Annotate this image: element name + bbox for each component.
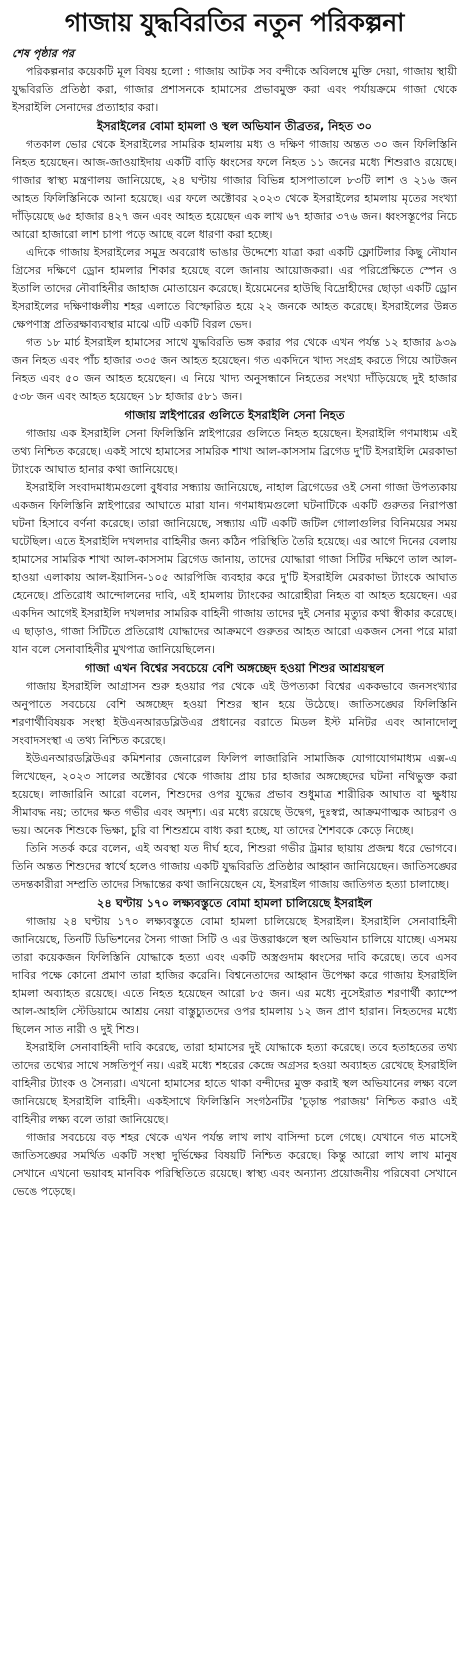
section-bombing — [12, 117, 457, 406]
article-paragraph: গাজায় এক ইসরাইলি সেনা ফিলিস্তিনি স্নাইপারের গুলিতে নিহত হয়েছেন। ইসরাইলি গণমাধ্যম এই তথ্য নিশ্চিত করেছে। একই সাথে হামাসের সামরিক শাখা আল-কাসসাম ব্রিগেড দু'টি ইসরাইলি মেরকাভা ট্যাংকে আঘাত হানার কথা জানিয়েছে। — [12, 427, 457, 476]
section-heading: গাজায় স্নাইপারের গুলিতে ইসরাইলি সেনা নিহত — [124, 408, 345, 422]
section-sniper — [12, 406, 457, 659]
article-paragraph: গাজার সবচেয়ে বড় শহর থেকে এখন পর্যন্ত লাখ লাখ বাসিন্দা চলে গেছে। যেখানে গত মাসেই জাতিসঙ্ঘের সমর্থিত একটি সংস্থা দুর্ভিক্ষের বিষয়টি নিশ্চিত করেছে। কিন্তু আরো লাখ লাখ মানুষ সেখানে এখনো ভয়াবহ মানবিক পরিস্থিতিতে রয়েছে। স্বাস্থ্য এবং অন্যান্য প্রয়োজনীয় পরিষেবা সেখানে ভেঙে পড়েছে। — [12, 1131, 457, 1198]
article-paragraph: তিনি সতর্ক করে বলেন, এই অবস্থা যত দীর্ঘ হবে, শিশুরা গভীর ট্রমার ছায়ায় প্রজন্ম ধরে ভোগবে। তিনি অন্তত শিশুদের স্বার্থে হলেও গাজায় একটি যুদ্ধবিরতি প্রতিষ্ঠার আহ্বান জানিয়েছেন। জাতিসঙ্ঘের তদন্তকারীরা সম্প্রতি তাদের সিদ্ধান্তের কথা জানিয়েছেন যে, ইসরাইল গাজায় জাতিগত হত্যা চালাচ্ছে। — [12, 842, 457, 891]
article-paragraph: এদিকে গাজায় ইসরাইলের সমুদ্র অবরোধ ভাঙার উদ্দেশ্যে যাত্রা করা একটি ফ্লোটিলার কিছু নৌযান গ্রিসের দক্ষিণে ড্রোন হামলার শিকার হয়েছে বলে জানায় আয়োজকরা। এর পরিপ্রেক্ষিতে স্পেন ও ইতালি তাদের নৌবাহিনীর জাহাজ মোতায়েন করেছে। ইয়েমেনের হাউছি বিদ্রোহীদের ছোড়া একটি ড্রোন ইসরাইলের দক্ষিণাঞ্চলীয় শহর এলাতে বিস্ফোরিত হয়ে ২২ জনকে আহত করেছে। ইসরাইলের উন্নত ক্ষেপণাস্ত্র প্রতিরক্ষাব্যবস্থার মাঝে এটি একটি বিরল ভেদ। — [12, 246, 457, 331]
article-paragraph: গাজায় ২৪ ঘণ্টায় ১৭০ লক্ষ্যবস্তুতে বোমা হামলা চালিয়েছে ইসরাইল। ইসরাইলি সেনাবাহিনী জানিয়েছে, তিনটি ডিভিশনের সৈন্য গাজা সিটি ও এর উত্তরাঞ্চলে স্থল অভিযান চালিয়ে যাচ্ছে। এসময় তারা কয়েকজন ফিলিস্তিনি যোদ্ধাকে হত্যা এবং একটি অস্ত্রগুদাম ধ্বংসের দাবি করেছে। তবে এসব দাবির পক্ষে কোনো প্রমাণ তারা হাজির করেনি। বিশ্বনেতাদের আহ্বান উপেক্ষা করে গাজায় ইসরাইলি হামলা অব্যাহত রয়েছে। এতে নিহত হয়েছেন আরো ৮৫ জন। এর মধ্যে নুসেইরাত শরণার্থী ক্যাম্পে আল-আহলি স্টেডিয়ামে আশ্রয় নেয়া বাস্তুচ্যুতদের ওপর হামলায় ১২ জন প্রাণ হারান। নিহতদের মধ্যে ছিলেন সাত নারী ও দুই শিশু। — [12, 915, 457, 1036]
article-headline: গাজায় যুদ্ধবিরতির নতুন পরিকল্পনা — [64, 8, 405, 37]
section-heading: গাজা এখন বিশ্বের সবচেয়ে বেশি অঙ্গচ্ছেদ হওয়া শিশুর আশ্রয়স্থল — [84, 661, 385, 675]
section-heading: ইসরাইলের বোমা হামলা ও স্থল অভিযান তীব্রতর, নিহত ৩০ — [96, 119, 373, 133]
continued-from-label: শেষ পৃষ্ঠার পর — [12, 47, 75, 60]
article-paragraph: গাজায় ইসরাইলি আগ্রাসন শুরু হওয়ার পর থেকে এই উপত্যকা বিশ্বের এককভাবে জনসংখ্যার অনুপাতে সবচেয়ে বেশি অঙ্গচ্ছেদ হওয়া শিশুর স্থান হয়ে উঠেছে। জাতিসঙ্ঘের ফিলিস্তিনি শরণার্থীবিষয়ক সংস্থা ইউএনআরডব্লিউএর প্রধানের বরাতে মিডল ইস্ট মনিটর এবং আনাদোলু সংবাদসংস্থা এ তথ্য নিশ্চিত করেছে। — [12, 680, 457, 747]
section-heading: ২৪ ঘণ্টায় ১৭০ লক্ষ্যবস্তুতে বোমা হামলা চালিয়েছে ইসরাইল — [96, 896, 373, 910]
intro-paragraph: পরিকল্পনার কয়েকটি মূল বিষয় হলো : গাজায় আটক সব বন্দীকে অবিলম্বে মুক্তি দেয়া, গাজায় স্থায়ী যুদ্ধবিরতি প্রতিষ্ঠা করা, গাজার প্রশাসনকে হামাসের প্রভাবমুক্ত করা এবং পর্যায়ক্রমে গাজা থেকে ইসরাইলি সেনাদের প্রত্যাহার করা। — [12, 65, 457, 114]
article-paragraph: ইউএনআরডব্লিউএর কমিশনার জেনারেল ফিলিপ লাজারিনি সামাজিক যোগাযোগমাধ্যম এক্স-এ লিখেছেন, ২০২৩ সালের অক্টোবর থেকে গাজায় প্রায় চার হাজার অঙ্গচ্ছেদের ঘটনা নথিভুক্ত করা হয়েছে। লাজারিনি আরো বলেন, শিশুদের ওপর যুদ্ধের প্রভাব শুধুমাত্র শারীরিক আঘাত বা ক্ষুধায় সীমাবদ্ধ নয়; তাদের ক্ষত গভীর এবং অদৃশ্য। এর মধ্যে রয়েছে উদ্বেগ, দুঃস্বপ্ন, আক্রমণাত্মক আচরণ ও ভয়। অনেক শিশুকে ভিক্ষা, চুরি বা শিশুশ্রমে বাধ্য করা হচ্ছে, যা তাদের শৈশবকে কেড়ে নিচ্ছে। — [12, 752, 457, 837]
section-children — [12, 659, 457, 894]
article-paragraph: গতকাল ভোর থেকে ইসরাইলের সামরিক হামলায় মধ্য ও দক্ষিণ গাজায় অন্তত ৩০ জন ফিলিস্তিনি নিহত হয়েছেন। আজ-জাওয়াইদায় একটি বাড়ি ধ্বংসের ফলে নিহত ১১ জনের মধ্যে শিশুরাও রয়েছে। গাজার স্বাস্থ্য মন্ত্রণালয় জানিয়েছে, ২৪ ঘণ্টায় গাজার বিভিন্ন হাসপাতালে ৮৩টি লাশ ও ২১৬ জন আহত ফিলিস্তিনিকে আনা হয়েছে। এর ফলে অক্টোবর ২০২৩ থেকে ইসরাইলের হামলায় মৃতের সংখ্যা দাঁড়িয়েছে ৬৫ হাজার ৪২৭ জন এবং আহত হয়েছেন এক লাখ ৬৭ হাজার ৩৭৬ জন। ধ্বংসস্তূপের নিচে আরো হাজারো লাশ চাপা পড়ে আছে বলে ধারণা করা হচ্ছে। — [12, 138, 457, 241]
article-paragraph: গত ১৮ মার্চ ইসরাইল হামাসের সাথে যুদ্ধবিরতি ভঙ্গ করার পর থেকে এখন পর্যন্ত ১২ হাজার ৯৩৯ জন নিহত এবং পাঁচ হাজার ৩৩৫ জন আহত হয়েছেন। গত একদিনে খাদ্য সংগ্রহ করতে গিয়ে আটজন নিহত এবং ৫০ জন আহত হয়েছেন। এ নিয়ে খাদ্য অনুসন্ধানে নিহতের সংখ্যা দাঁড়িয়েছে দুই হাজার ৫৩৮ জন এবং আহত হয়েছেন ১৮ হাজার ৫৮১ জন। — [12, 336, 457, 403]
section-strikes — [12, 894, 457, 1201]
article-paragraph: ইসরাইলি সেনাবাহিনী দাবি করেছে, তারা হামাসের দুই যোদ্ধাকে হত্যা করেছে। তবে হতাহতের তথ্য তাদের তথ্যের সাথে সঙ্গতিপূর্ণ নয়। এরই মধ্যে শহরের কেন্দ্রে অগ্রসর হওয়া অব্যাহত রেখেছে ইসরাইলি বাহিনীর ট্যাংক ও সৈন্যরা। এখনো হামাসের হাতে থাকা বন্দীদের মুক্ত করাই স্থল অভিযানের লক্ষ্য বলে জানিয়েছে ইসরাইলি বাহিনী। একইসাথে ফিলিস্তিনি সংগঠনটির 'চূড়ান্ত পরাজয়' নিশ্চিত করাও এই বাহিনীর লক্ষ্য বলে তারা জানিয়েছে। — [12, 1041, 457, 1126]
article-paragraph: ইসরাইলি সংবাদমাধ্যমগুলো বুধবার সন্ধ্যায় জানিয়েছে, নাহাল ব্রিগেডের ওই সেনা গাজা উপত্যকায় একজন ফিলিস্তিনি স্নাইপারের আঘাতে মারা যান। গণমাধ্যমগুলো ঘটনাটিকে একটি গুরুতর নিরাপত্তা ঘটনা হিসাবে বর্ণনা করেছে। তারা জানিয়েছে, সন্ধ্যায় এটি একটি জটিল গোলাগুলির বিনিময়ের সময় ঘটেছিল। এতে ইসরাইলি দখলদার বাহিনীর জন্য কঠিন পরিস্থিতি তৈরি হয়েছে। এর আগে দিনের বেলায় হামাসের সামরিক শাখা আল-কাসসাম ব্রিগেড জানায়, তাদের যোদ্ধারা গাজা সিটির দক্ষিণে তাল আল-হাওয়া এলাকায় আল-ইয়াসিন-১০৫ আরপিজি ব্যবহার করে দু'টি ইসরাইলি মেরকাভা ট্যাংকে আঘাত হেনেছে। প্রতিরোধ আন্দোলনের দাবি, এই হামলায় ট্যাংকের আরোহীরা নিহত বা আহত হয়েছেন। এর একদিন আগেই ইসরাইলি দখলদার সামরিক বাহিনী গাজায় তাদের দুই সেনার মৃত্যুর কথা স্বীকার করেছে। এ ছাড়াও, গাজা সিটিতে প্রতিরোধ যোদ্ধাদের আক্রমণে গুরুতর আহত আরো একজন সেনা পরে মারা যান বলে সেনাবাহিনীর মুখপাত্র জানিয়েছিলেন। — [12, 481, 457, 656]
